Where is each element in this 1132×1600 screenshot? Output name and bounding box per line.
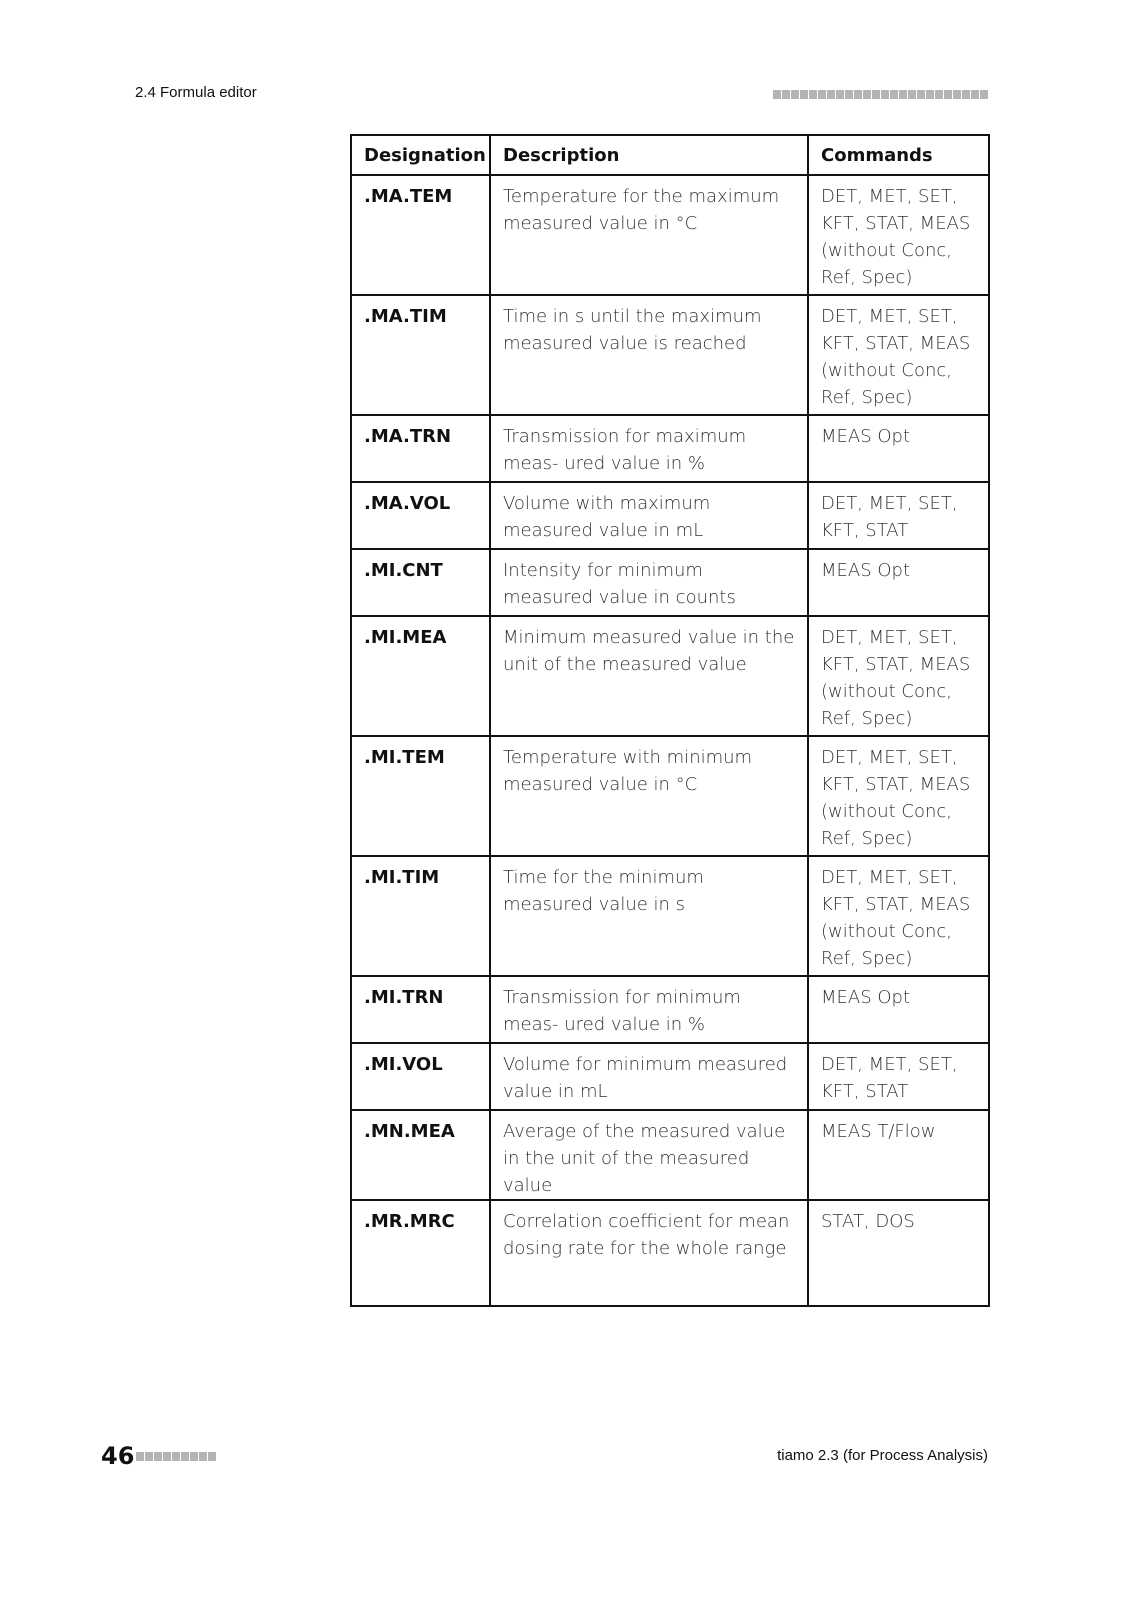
table-row <box>351 415 989 482</box>
footer-decoration <box>136 1452 216 1461</box>
description-cell: Minimum measured value in the unit of the measured value <box>490 616 808 736</box>
product-name: tiamo 2.3 (for Process Analysis) <box>777 1447 988 1464</box>
table-row <box>351 1110 989 1200</box>
designation-cell: .MI.MEA <box>351 616 490 736</box>
description-cell: Time in s until the maximum measured value is reached <box>490 295 808 415</box>
header-decoration <box>773 90 988 99</box>
commands-cell: DET, MET, SET, KFT, STAT, MEAS (without Conc, Ref, Spec) <box>808 175 989 295</box>
table-row <box>351 736 989 856</box>
table-row <box>351 295 989 415</box>
table-row <box>351 616 989 736</box>
commands-cell: DET, MET, SET, KFT, STAT <box>808 482 989 549</box>
designation-cell: .MA.VOL <box>351 482 490 549</box>
description-cell: Volume for minimum measured value in mL <box>490 1043 808 1110</box>
description-cell: Average of the measured value in the unit of the measured value <box>490 1110 808 1200</box>
table-row <box>351 175 989 295</box>
commands-cell: DET, MET, SET, KFT, STAT, MEAS (without Conc, Ref, Spec) <box>808 616 989 736</box>
designation-cell: .MA.TRN <box>351 415 490 482</box>
table-row <box>351 976 989 1043</box>
variables-table-container <box>350 134 988 1307</box>
description-cell: Transmission for minimum meas- ured value in % <box>490 976 808 1043</box>
description-cell: Temperature with minimum measured value in °C <box>490 736 808 856</box>
commands-cell: DET, MET, SET, KFT, STAT, MEAS (without Conc, Ref, Spec) <box>808 856 989 976</box>
commands-cell: DET, MET, SET, KFT, STAT, MEAS (without Conc, Ref, Spec) <box>808 736 989 856</box>
table-row <box>351 549 989 616</box>
commands-cell: DET, MET, SET, KFT, STAT, MEAS (without Conc, Ref, Spec) <box>808 295 989 415</box>
description-cell: Volume with maximum measured value in mL <box>490 482 808 549</box>
description-cell: Temperature for the maximum measured value in °C <box>490 175 808 295</box>
commands-cell: STAT, DOS <box>808 1200 989 1306</box>
description-cell: Correlation coefficient for mean dosing rate for the whole range <box>490 1200 808 1306</box>
designation-cell: .MA.TIM <box>351 295 490 415</box>
table-row <box>351 482 989 549</box>
commands-cell: MEAS Opt <box>808 415 989 482</box>
description-cell: Intensity for minimum measured value in counts <box>490 549 808 616</box>
table-row <box>351 856 989 976</box>
page-number: 46 <box>101 1442 135 1470</box>
commands-cell: MEAS Opt <box>808 549 989 616</box>
column-header-commands: Commands <box>808 135 989 175</box>
designation-cell: .MI.VOL <box>351 1043 490 1110</box>
description-cell: Time for the minimum measured value in s <box>490 856 808 976</box>
designation-cell: .MI.CNT <box>351 549 490 616</box>
table-row <box>351 1200 989 1306</box>
table-header-row <box>351 135 989 175</box>
commands-cell: MEAS Opt <box>808 976 989 1043</box>
commands-cell: MEAS T/Flow <box>808 1110 989 1200</box>
designation-cell: .MN.MEA <box>351 1110 490 1200</box>
commands-cell: DET, MET, SET, KFT, STAT <box>808 1043 989 1110</box>
designation-cell: .MA.TEM <box>351 175 490 295</box>
designation-cell: .MI.TRN <box>351 976 490 1043</box>
section-title: 2.4 Formula editor <box>135 84 257 101</box>
variables-table <box>350 134 990 1307</box>
column-header-designation: Designation <box>351 135 490 175</box>
designation-cell: .MR.MRC <box>351 1200 490 1306</box>
designation-cell: .MI.TIM <box>351 856 490 976</box>
designation-cell: .MI.TEM <box>351 736 490 856</box>
column-header-description: Description <box>490 135 808 175</box>
table-row <box>351 1043 989 1110</box>
description-cell: Transmission for maximum meas- ured value in % <box>490 415 808 482</box>
